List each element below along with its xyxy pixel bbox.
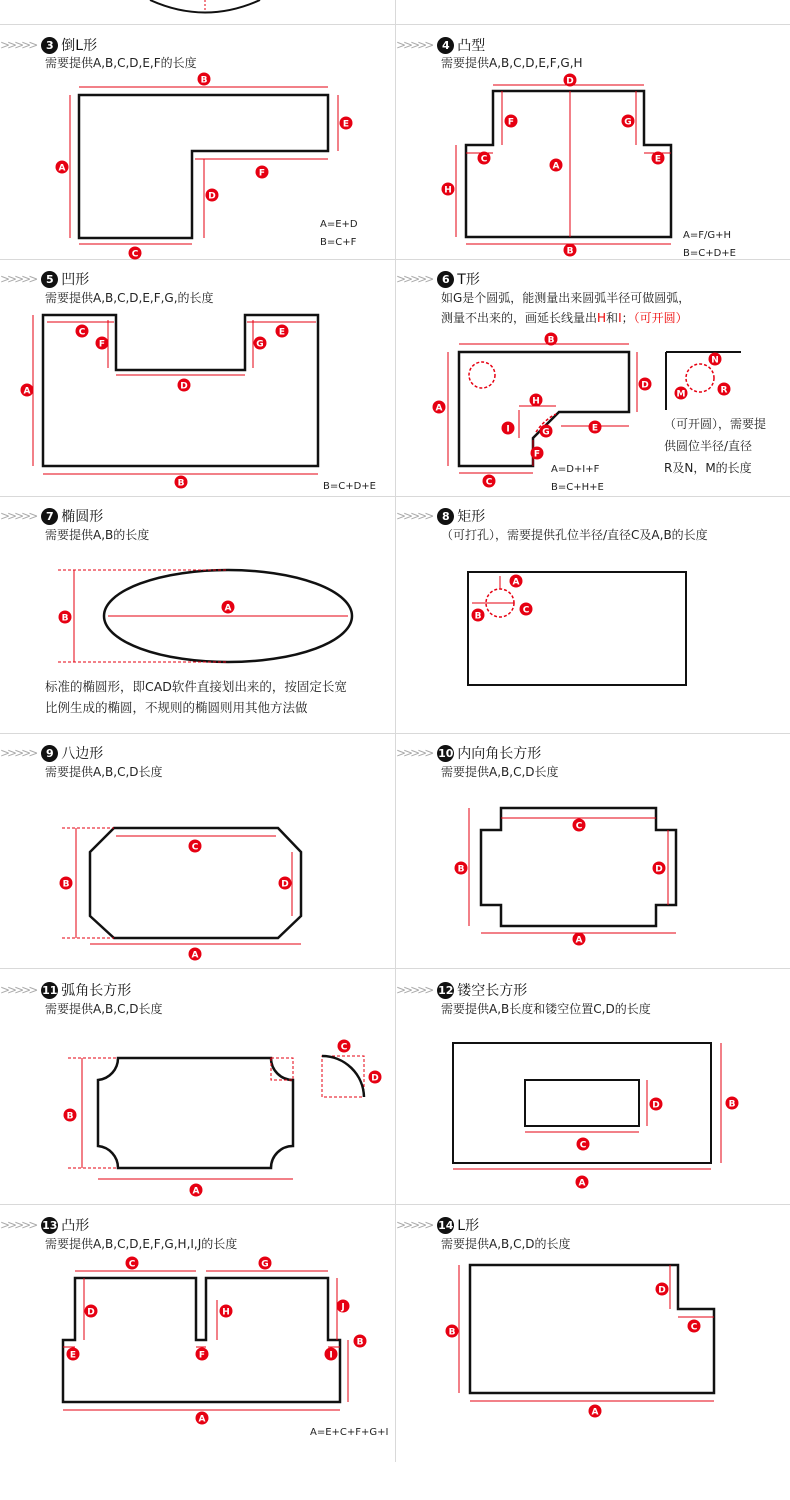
side-note-line: R及N，M的长度 (664, 461, 752, 475)
dimension-letter: F (258, 168, 266, 179)
dimension-letter: H (444, 185, 452, 196)
dimension-badge-d (279, 877, 292, 890)
dimension-letter: C (78, 327, 86, 338)
section-l-shape (396, 1205, 790, 1440)
dimension-badge-g (622, 115, 635, 128)
chevron-icon: >>>>> (0, 509, 36, 523)
dimension-badge-r (718, 383, 731, 396)
dimension-badge-c (478, 152, 491, 165)
section-title: L形 (457, 1218, 480, 1234)
dimension-badge-c (483, 475, 496, 488)
chevron-icon: >>>>> (396, 746, 432, 760)
dimension-badge-b (198, 73, 211, 86)
section-title: 八边形 (61, 746, 104, 762)
dimension-badge-i (502, 422, 515, 435)
section-title: 倒L形 (61, 38, 98, 54)
dimension-badge-h (530, 394, 543, 407)
concave-diagram (0, 260, 395, 495)
formula-text: B=C+F (320, 237, 357, 248)
dimension-letter: E (654, 154, 662, 165)
dimension-badge-a (56, 161, 69, 174)
dimension-letter: A (224, 603, 232, 614)
desc-h-letter: H (597, 311, 607, 325)
dimension-letter: A (552, 161, 560, 172)
dimension-letter: F (198, 1350, 206, 1361)
dimension-badge-b (60, 877, 73, 890)
dimension-letter: B (356, 1337, 364, 1348)
side-note-line: （可开圆），需要提 (664, 417, 767, 431)
chevron-icon: >>>>> (396, 272, 432, 286)
section-number-badge: 6 (437, 271, 454, 288)
dimension-letter: B (66, 1111, 74, 1122)
section-title: 矩形 (457, 509, 486, 525)
dimension-letter: D (652, 1100, 660, 1111)
dimension-letter: R (720, 385, 728, 396)
dimension-letter: D (641, 380, 649, 391)
dimension-letter: D (371, 1073, 379, 1084)
desc-text: 测量不出来的，画延长线量出 (441, 311, 598, 325)
dimension-badge-b (446, 1325, 459, 1338)
dimension-letter: D (281, 879, 289, 890)
dimension-letter: A (198, 1414, 206, 1425)
formula-text: B=C+D+E (683, 248, 736, 259)
dimension-badge-f (505, 115, 518, 128)
desc-semicolon: ； (621, 311, 634, 325)
dimension-badge-d (206, 189, 219, 202)
chevron-icon: >>>>> (0, 746, 36, 760)
dimension-badge-a (573, 933, 586, 946)
dimension-badge-a (190, 1184, 203, 1197)
section-title: 凹形 (61, 272, 90, 288)
chevron-icon: >>>>> (0, 1218, 36, 1232)
dimension-badge-b (354, 1335, 367, 1348)
dimension-badge-h (220, 1305, 233, 1318)
dimension-letter: E (591, 423, 599, 434)
dimension-letter: G (542, 427, 550, 438)
dimension-badge-g (540, 425, 553, 438)
section-description: （可打孔），需要提供孔位半径/直径C及A,B的长度 (441, 528, 708, 542)
l-shape-diagram (396, 1205, 790, 1440)
dimension-letter: C (480, 154, 488, 165)
dimension-badge-f (531, 447, 544, 460)
convex-diagram (396, 25, 790, 260)
section-title: 凸型 (457, 38, 486, 54)
dimension-badge-f (256, 166, 269, 179)
dimension-letter: A (591, 1407, 599, 1418)
section-number-badge: 5 (41, 271, 58, 288)
dimension-letter: D (87, 1307, 95, 1318)
dimension-letter: C (579, 1140, 587, 1151)
dimension-letter: A (575, 935, 583, 946)
section-title: 镂空长方形 (457, 983, 528, 999)
chevron-icon: >>>>> (396, 1218, 432, 1232)
dimension-letter: A (512, 577, 520, 588)
dimension-badge-c (338, 1040, 351, 1053)
section-description: 需要提供A,B的长度 (45, 528, 150, 542)
section-description: 需要提供A,B,C,D长度 (45, 1002, 163, 1016)
section-number-badge: 12 (438, 983, 454, 997)
dimension-letter: B (474, 611, 482, 622)
dimension-letter: C (131, 249, 139, 260)
section-hollow-rectangle (396, 969, 790, 1204)
inverted-l-diagram (0, 25, 395, 260)
section-title: 椭圆形 (61, 509, 104, 525)
dimension-badge-n (709, 353, 722, 366)
dimension-badge-a (222, 601, 235, 614)
dimension-badge-d (178, 379, 191, 392)
chevron-icon: >>>>> (0, 272, 36, 286)
section-inverted-l (0, 25, 395, 260)
rectangle-diagram (396, 497, 790, 732)
dimension-badge-c (573, 819, 586, 832)
dimension-badge-a (196, 1412, 209, 1425)
dimension-badge-j (337, 1300, 350, 1313)
section-arc-corner-rectangle (0, 969, 395, 1204)
dimension-badge-a (550, 159, 563, 172)
section-description: 需要提供A,B,C,D长度 (441, 765, 559, 779)
side-note-line: 供圆位半径/直径 (664, 439, 753, 453)
hollow-rectangle-diagram (396, 969, 790, 1204)
dimension-letter: B (566, 246, 574, 257)
dimension-letter: N (711, 355, 719, 366)
dimension-badge-e (340, 117, 353, 130)
dimension-badge-d (656, 1283, 669, 1296)
dimension-letter: B (448, 1327, 456, 1338)
dimension-badge-d (369, 1071, 382, 1084)
section-number-badge: 4 (437, 37, 454, 54)
dimension-letter: B (177, 478, 185, 489)
section-title: T形 (457, 272, 480, 288)
dimension-badge-e (589, 421, 602, 434)
dimension-badge-h (442, 183, 455, 196)
dimension-letter: E (342, 119, 350, 130)
formula-text: A=E+C+F+G+I (310, 1427, 389, 1438)
dimension-letter: D (566, 76, 574, 87)
dimension-badge-a (433, 401, 446, 414)
section-description: 需要提供A,B长度和镂空位置C,D的长度 (441, 1002, 651, 1016)
dimension-badge-d (85, 1305, 98, 1318)
dimension-badge-f (96, 337, 109, 350)
section-number-badge: 9 (41, 745, 58, 762)
dimension-letter: C (522, 605, 530, 616)
dimension-badge-c (76, 325, 89, 338)
dimension-badge-b (455, 862, 468, 875)
dimension-letter: G (261, 1259, 269, 1270)
octagon-diagram (0, 734, 395, 969)
formula-text: A=D+I+F (551, 464, 600, 475)
dimension-letter: D (180, 381, 188, 392)
dimension-letter: F (98, 339, 106, 350)
dimension-letter: C (191, 842, 199, 853)
dimension-letter: G (624, 117, 632, 128)
convex-2-diagram (0, 1205, 395, 1440)
dimension-badge-d (564, 74, 577, 87)
section-t-shape (396, 260, 790, 495)
section-number-badge: 13 (42, 1218, 58, 1232)
dimension-letter: E (278, 327, 286, 338)
dimension-letter: I (506, 424, 510, 435)
section-number-badge: 14 (438, 1218, 454, 1232)
dimension-letter: C (575, 821, 583, 832)
desc-and: 和 (606, 311, 619, 325)
dimension-badge-m (675, 387, 688, 400)
ellipse-note-line: 标准的椭圆形，即CAD软件直接划出来的，按固定长宽 (45, 679, 347, 694)
dimension-letter: D (208, 191, 216, 202)
formula-text: B=C+D+E (323, 481, 376, 492)
section-number-badge: 10 (438, 746, 454, 760)
inward-corner-diagram (396, 734, 790, 969)
dimension-letter: B (62, 879, 70, 890)
chevron-icon: >>>>> (396, 38, 432, 52)
formula-text: A=F/G+H (683, 230, 731, 241)
section-number-badge: 7 (41, 508, 58, 525)
dimension-badge-c (126, 1257, 139, 1270)
dimension-letter: I (329, 1350, 333, 1361)
dimension-badge-a (589, 1405, 602, 1418)
section-inward-corner-rectangle (396, 734, 790, 969)
dimension-badge-e (67, 1348, 80, 1361)
section-rectangle (396, 497, 790, 732)
dimension-badge-b (59, 611, 72, 624)
section-concave (0, 260, 395, 495)
formula-text: B=C+H+E (551, 482, 604, 493)
previous-shape-remnant (0, 0, 395, 24)
arc-corner-diagram (0, 969, 395, 1204)
section-number-badge: 11 (42, 983, 58, 997)
dimension-letter: A (191, 950, 199, 961)
dimension-letter: A (435, 403, 443, 414)
dimension-badge-a (189, 948, 202, 961)
section-number-badge: 8 (437, 508, 454, 525)
dimension-badge-b (726, 1097, 739, 1110)
dimension-letter: B (728, 1099, 736, 1110)
dimension-badge-f (196, 1348, 209, 1361)
desc-i-letter: I (618, 311, 622, 325)
dimension-badge-e (276, 325, 289, 338)
dimension-badge-a (21, 384, 34, 397)
section-description: 需要提供A,B,C,D,E,F的长度 (45, 56, 197, 70)
dimension-letter: D (658, 1285, 666, 1296)
section-description: 需要提供A,B,C,D,E,F,G,的长度 (45, 291, 214, 305)
dimension-letter: H (532, 396, 540, 407)
formula-text: A=E+D (320, 219, 358, 230)
dimension-letter: A (192, 1186, 200, 1197)
dimension-badge-d (650, 1098, 663, 1111)
dimension-badge-e (652, 152, 665, 165)
dimension-badge-i (325, 1348, 338, 1361)
section-title: 弧角长方形 (61, 983, 132, 999)
dimension-badge-b (472, 609, 485, 622)
section-description: 需要提供A,B,C,D,E,F,G,H,I,J的长度 (45, 1237, 238, 1251)
dimension-badge-c (189, 840, 202, 853)
dimension-letter: B (61, 613, 69, 624)
dimension-badge-d (639, 378, 652, 391)
chevron-icon: >>>>> (396, 509, 432, 523)
section-description: 如G是个圆弧，能测量出来圆弧半径可做圆弧， (441, 291, 691, 305)
dimension-badge-g (254, 337, 267, 350)
dimension-badge-b (564, 244, 577, 257)
dimension-letter: E (69, 1350, 77, 1361)
section-convex-2 (0, 1205, 395, 1440)
dimension-badge-c (520, 603, 533, 616)
section-octagon (0, 734, 395, 969)
dimension-letter: F (507, 117, 515, 128)
dimension-badge-d (653, 862, 666, 875)
chevron-icon: >>>>> (396, 983, 432, 997)
dimension-badge-a (510, 575, 523, 588)
dimension-badge-a (576, 1176, 589, 1189)
dimension-letter: A (578, 1178, 586, 1189)
dimension-badge-c (129, 247, 142, 260)
dimension-badge-g (259, 1257, 272, 1270)
dimension-letter: C (485, 477, 493, 488)
section-convex (396, 25, 790, 260)
dimension-badge-c (577, 1138, 590, 1151)
dimension-badge-b (545, 333, 558, 346)
section-ellipse (0, 497, 395, 732)
dimension-letter: C (128, 1259, 136, 1270)
dimension-letter: B (457, 864, 465, 875)
ellipse-note-line: 比例生成的椭圆，不规则的椭圆则用其他方法做 (45, 700, 308, 715)
dimension-letter: A (58, 163, 66, 174)
dimension-letter: B (547, 335, 555, 346)
section-description: 需要提供A,B,C,D长度 (45, 765, 163, 779)
dimension-letter: A (23, 386, 31, 397)
dimension-badge-c (688, 1320, 701, 1333)
section-description: 需要提供A,B,C,D的长度 (441, 1237, 571, 1251)
dimension-letter: F (533, 449, 541, 460)
dimension-letter: C (690, 1322, 698, 1333)
chevron-icon: >>>>> (0, 38, 36, 52)
chevron-icon: >>>>> (0, 983, 36, 997)
desc-open-circle: （可开圆） (633, 311, 688, 325)
dimension-letter: C (340, 1042, 348, 1053)
dimension-badge-b (64, 1109, 77, 1122)
dimension-badge-b (175, 476, 188, 489)
section-title: 内向角长方形 (457, 746, 542, 762)
section-description: 需要提供A,B,C,D,E,F,G,H (441, 56, 583, 70)
dimension-letter: B (200, 75, 208, 86)
dimension-letter: G (256, 339, 264, 350)
dimension-letter: D (655, 864, 663, 875)
section-number-badge: 3 (41, 37, 58, 54)
dimension-letter: J (341, 1302, 345, 1313)
section-title: 凸形 (61, 1218, 90, 1234)
dimension-letter: H (222, 1307, 230, 1318)
dimension-letter: M (676, 389, 686, 400)
